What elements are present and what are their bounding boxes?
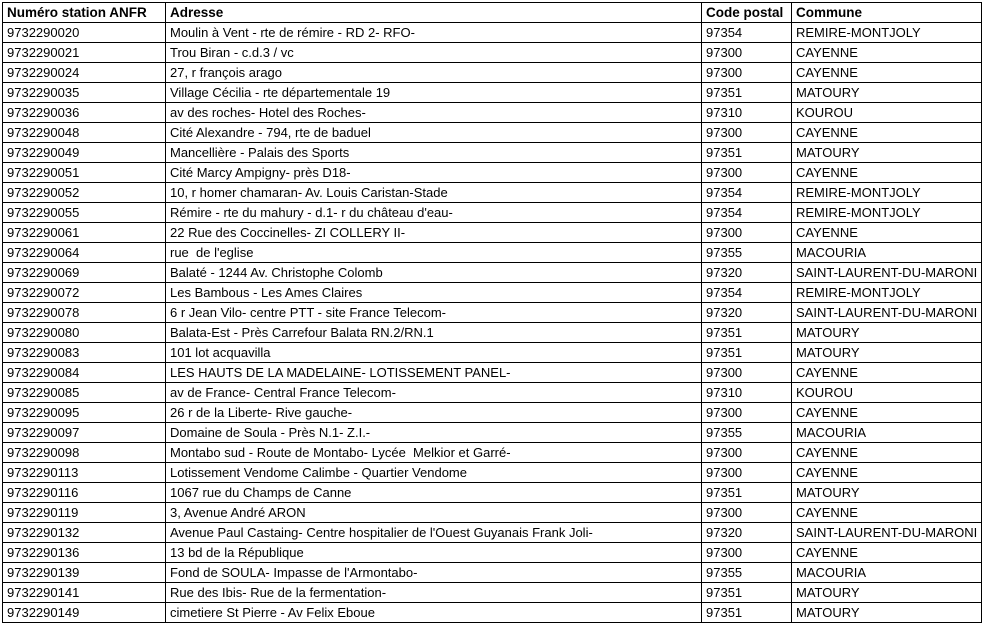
cell-commune: CAYENNE	[792, 443, 982, 463]
table-row	[3, 183, 982, 203]
cell-adresse: Montabo sud - Route de Montabo- Lycée Melkior et Garré-	[166, 443, 702, 463]
cell-code-postal: 97300	[702, 403, 792, 423]
cell-commune: REMIRE-MONTJOLY	[792, 23, 982, 43]
cell-code-postal: 97351	[702, 583, 792, 603]
cell-code-postal: 97300	[702, 63, 792, 83]
cell-commune: CAYENNE	[792, 123, 982, 143]
table-row	[3, 143, 982, 163]
cell-numero-station: 9732290080	[3, 323, 166, 343]
cell-numero-station: 9732290051	[3, 163, 166, 183]
cell-code-postal: 97354	[702, 23, 792, 43]
cell-numero-station: 9732290084	[3, 363, 166, 383]
cell-code-postal: 97320	[702, 263, 792, 283]
cell-code-postal: 97351	[702, 323, 792, 343]
cell-commune: MACOURIA	[792, 563, 982, 583]
table-row	[3, 223, 982, 243]
table-row	[3, 403, 982, 423]
cell-numero-station: 9732290061	[3, 223, 166, 243]
table-body	[3, 23, 982, 623]
cell-commune: CAYENNE	[792, 463, 982, 483]
cell-code-postal: 97310	[702, 383, 792, 403]
cell-adresse: Lotissement Vendome Calimbe - Quartier Vendome	[166, 463, 702, 483]
cell-code-postal: 97355	[702, 243, 792, 263]
cell-adresse: Balaté - 1244 Av. Christophe Colomb	[166, 263, 702, 283]
table-row	[3, 383, 982, 403]
cell-adresse: av de France- Central France Telecom-	[166, 383, 702, 403]
table-row	[3, 423, 982, 443]
cell-code-postal: 97351	[702, 483, 792, 503]
table-row	[3, 163, 982, 183]
cell-code-postal: 97355	[702, 563, 792, 583]
cell-numero-station: 9732290149	[3, 603, 166, 623]
table-row	[3, 63, 982, 83]
cell-adresse: Trou Biran - c.d.3 / vc	[166, 43, 702, 63]
table-row	[3, 103, 982, 123]
cell-code-postal: 97320	[702, 303, 792, 323]
cell-adresse: 1067 rue du Champs de Canne	[166, 483, 702, 503]
cell-commune: SAINT-LAURENT-DU-MARONI	[792, 303, 982, 323]
table-row	[3, 603, 982, 623]
cell-adresse: 22 Rue des Coccinelles- ZI COLLERY II-	[166, 223, 702, 243]
cell-numero-station: 9732290116	[3, 483, 166, 503]
cell-code-postal: 97310	[702, 103, 792, 123]
cell-numero-station: 9732290097	[3, 423, 166, 443]
cell-code-postal: 97320	[702, 523, 792, 543]
cell-commune: CAYENNE	[792, 43, 982, 63]
anfr-station-table	[2, 2, 982, 623]
cell-code-postal: 97300	[702, 363, 792, 383]
table-row	[3, 343, 982, 363]
cell-code-postal: 97351	[702, 83, 792, 103]
cell-adresse: Fond de SOULA- Impasse de l'Armontabo-	[166, 563, 702, 583]
cell-adresse: Les Bambous - Les Ames Claires	[166, 283, 702, 303]
cell-code-postal: 97300	[702, 163, 792, 183]
cell-commune: MACOURIA	[792, 423, 982, 443]
table-row	[3, 43, 982, 63]
cell-numero-station: 9732290119	[3, 503, 166, 523]
table-row	[3, 23, 982, 43]
cell-code-postal: 97300	[702, 463, 792, 483]
cell-commune: MACOURIA	[792, 243, 982, 263]
cell-commune: MATOURY	[792, 583, 982, 603]
cell-code-postal: 97351	[702, 603, 792, 623]
cell-adresse: Cité Marcy Ampigny- près D18-	[166, 163, 702, 183]
cell-numero-station: 9732290048	[3, 123, 166, 143]
cell-numero-station: 9732290021	[3, 43, 166, 63]
cell-adresse: rue de l'eglise	[166, 243, 702, 263]
column-header-commune: Commune	[792, 3, 982, 23]
column-header-code-postal: Code postal	[702, 3, 792, 23]
cell-adresse: Moulin à Vent - rte de rémire - RD 2- RFO-	[166, 23, 702, 43]
cell-commune: MATOURY	[792, 323, 982, 343]
cell-commune: KOUROU	[792, 383, 982, 403]
cell-commune: CAYENNE	[792, 503, 982, 523]
cell-adresse: 10, r homer chamaran- Av. Louis Caristan-Stade	[166, 183, 702, 203]
cell-numero-station: 9732290069	[3, 263, 166, 283]
cell-code-postal: 97300	[702, 543, 792, 563]
cell-numero-station: 9732290095	[3, 403, 166, 423]
cell-adresse: Village Cécilia - rte départementale 19	[166, 83, 702, 103]
cell-commune: CAYENNE	[792, 223, 982, 243]
cell-commune: KOUROU	[792, 103, 982, 123]
cell-numero-station: 9732290072	[3, 283, 166, 303]
table-row	[3, 583, 982, 603]
cell-commune: MATOURY	[792, 143, 982, 163]
cell-numero-station: 9732290139	[3, 563, 166, 583]
cell-commune: MATOURY	[792, 343, 982, 363]
cell-adresse: 26 r de la Liberte- Rive gauche-	[166, 403, 702, 423]
cell-commune: MATOURY	[792, 603, 982, 623]
cell-code-postal: 97351	[702, 343, 792, 363]
header-row	[3, 3, 982, 23]
cell-code-postal: 97355	[702, 423, 792, 443]
cell-numero-station: 9732290136	[3, 543, 166, 563]
cell-numero-station: 9732290078	[3, 303, 166, 323]
cell-code-postal: 97354	[702, 283, 792, 303]
cell-numero-station: 9732290085	[3, 383, 166, 403]
cell-adresse: Mancellière - Palais des Sports	[166, 143, 702, 163]
cell-commune: REMIRE-MONTJOLY	[792, 203, 982, 223]
cell-commune: CAYENNE	[792, 63, 982, 83]
table-row	[3, 303, 982, 323]
station-table-container	[2, 2, 982, 623]
table-row	[3, 203, 982, 223]
cell-code-postal: 97300	[702, 123, 792, 143]
table-row	[3, 323, 982, 343]
cell-numero-station: 9732290049	[3, 143, 166, 163]
cell-adresse: 101 lot acquavilla	[166, 343, 702, 363]
column-header-adresse: Adresse	[166, 3, 702, 23]
cell-adresse: 3, Avenue André ARON	[166, 503, 702, 523]
table-row	[3, 543, 982, 563]
table-row	[3, 443, 982, 463]
cell-adresse: 13 bd de la République	[166, 543, 702, 563]
table-row	[3, 123, 982, 143]
cell-adresse: cimetiere St Pierre - Av Felix Eboue	[166, 603, 702, 623]
table-row	[3, 263, 982, 283]
cell-code-postal: 97300	[702, 223, 792, 243]
cell-numero-station: 9732290055	[3, 203, 166, 223]
table-row	[3, 243, 982, 263]
table-row	[3, 83, 982, 103]
cell-code-postal: 97300	[702, 43, 792, 63]
cell-numero-station: 9732290083	[3, 343, 166, 363]
cell-commune: CAYENNE	[792, 543, 982, 563]
cell-commune: REMIRE-MONTJOLY	[792, 283, 982, 303]
cell-code-postal: 97300	[702, 443, 792, 463]
cell-numero-station: 9732290132	[3, 523, 166, 543]
cell-code-postal: 97354	[702, 183, 792, 203]
table-row	[3, 463, 982, 483]
cell-adresse: Rémire - rte du mahury - d.1- r du château d'eau-	[166, 203, 702, 223]
cell-commune: CAYENNE	[792, 363, 982, 383]
cell-adresse: Cité Alexandre - 794, rte de baduel	[166, 123, 702, 143]
cell-code-postal: 97300	[702, 503, 792, 523]
cell-code-postal: 97354	[702, 203, 792, 223]
cell-numero-station: 9732290141	[3, 583, 166, 603]
cell-adresse: 27, r françois arago	[166, 63, 702, 83]
cell-adresse: Balata-Est - Près Carrefour Balata RN.2/RN.1	[166, 323, 702, 343]
cell-commune: SAINT-LAURENT-DU-MARONI	[792, 263, 982, 283]
table-row	[3, 363, 982, 383]
table-row	[3, 483, 982, 503]
cell-numero-station: 9732290052	[3, 183, 166, 203]
cell-commune: SAINT-LAURENT-DU-MARONI	[792, 523, 982, 543]
table-row	[3, 503, 982, 523]
cell-adresse: Avenue Paul Castaing- Centre hospitalier de l'Ouest Guyanais Frank Joli-	[166, 523, 702, 543]
cell-adresse: Domaine de Soula - Près N.1- Z.I.-	[166, 423, 702, 443]
cell-adresse: LES HAUTS DE LA MADELAINE- LOTISSEMENT PANEL-	[166, 363, 702, 383]
cell-adresse: Rue des Ibis- Rue de la fermentation-	[166, 583, 702, 603]
table-row	[3, 523, 982, 543]
cell-numero-station: 9732290113	[3, 463, 166, 483]
cell-numero-station: 9732290098	[3, 443, 166, 463]
cell-numero-station: 9732290035	[3, 83, 166, 103]
cell-adresse: 6 r Jean Vilo- centre PTT - site France Telecom-	[166, 303, 702, 323]
cell-commune: MATOURY	[792, 83, 982, 103]
cell-numero-station: 9732290036	[3, 103, 166, 123]
column-header-numero-station: Numéro station ANFR	[3, 3, 166, 23]
cell-code-postal: 97351	[702, 143, 792, 163]
cell-commune: MATOURY	[792, 483, 982, 503]
table-row	[3, 563, 982, 583]
cell-commune: REMIRE-MONTJOLY	[792, 183, 982, 203]
cell-numero-station: 9732290024	[3, 63, 166, 83]
cell-numero-station: 9732290064	[3, 243, 166, 263]
cell-numero-station: 9732290020	[3, 23, 166, 43]
cell-adresse: av des roches- Hotel des Roches-	[166, 103, 702, 123]
cell-commune: CAYENNE	[792, 163, 982, 183]
cell-commune: CAYENNE	[792, 403, 982, 423]
table-row	[3, 283, 982, 303]
